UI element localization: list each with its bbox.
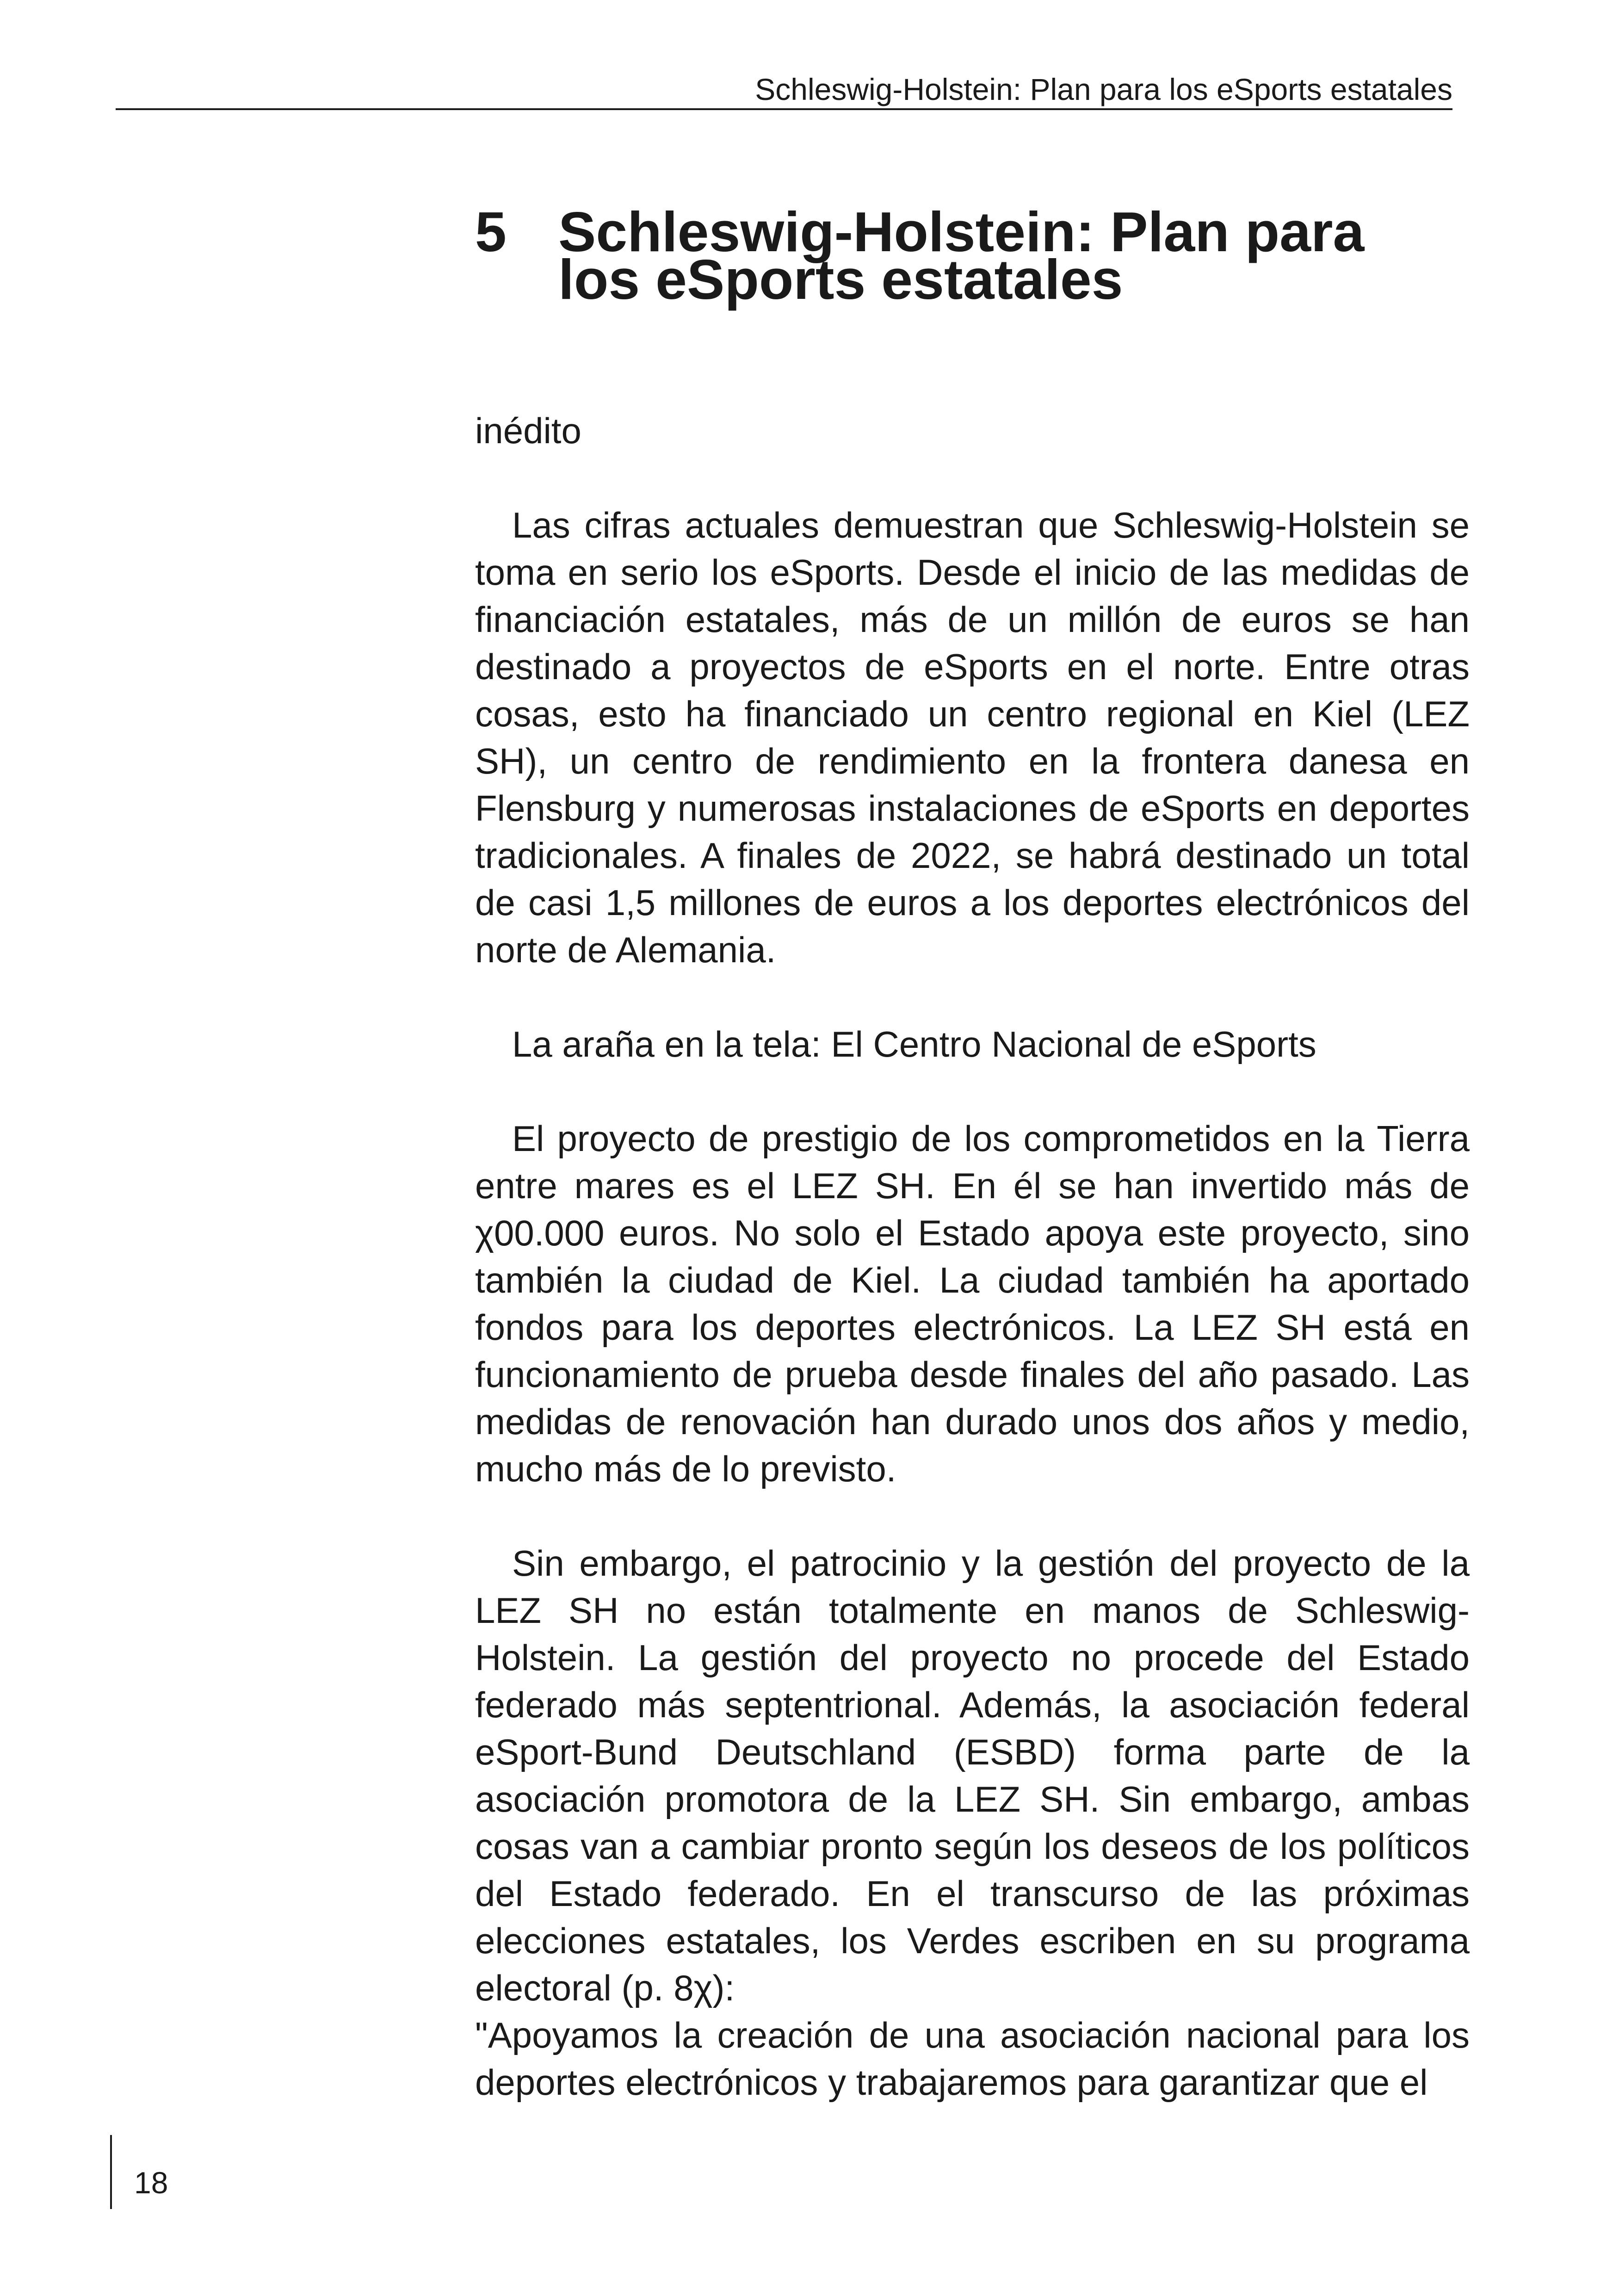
page-number-rule xyxy=(110,2135,112,2209)
paragraph-2: El proyecto de prestigio de los comprometidos en la Tierra entre mares es el LEZ SH. En él se han invertido más de χ00.000 euros. No solo el Estado apoya este proyecto, sino también la ciudad de Kiel. La ciudad también ha aportado fondos para los deportes electrónicos. La LEZ SH está en funcionamiento de prueba desde finales del año pasado. Las medidas de renovación han durado unos dos años y medio, mucho más de lo previsto. xyxy=(475,1118,1470,1489)
quote-paragraph: "Apoyamos la creación de una asociación nacional para los deportes electrónicos y trabajaremos para garantizar que el xyxy=(475,2015,1470,2103)
page-number: 18 xyxy=(134,2166,168,2200)
running-header-title: Schleswig-Holstein: Plan para los eSports estatales xyxy=(755,72,1452,106)
paragraph-3: Sin embargo, el patrocinio y la gestión del proyecto de la LEZ SH no están totalmente en manos de Schleswig-Holstein. La gestión del proyecto no procede del Estado federado más septentrional. Además, la asociación federal eSport-Bund Deutschland (ESBD) forma parte de la asociación promotora de la LEZ SH. Sin embargo, ambas cosas van a cambiar pronto según los deseos de los políticos del Estado federado. En el transcurso de las próximas elecciones estatales, los Verdes escriben en su programa electoral (p. 8χ): xyxy=(475,1543,1470,2008)
section-subheading: La araña en la tela: El Centro Nacional de eSports xyxy=(512,1024,1316,1064)
chapter-title: Schleswig-Holstein: Plan para los eSports estatales xyxy=(558,200,1365,311)
running-header xyxy=(116,69,1452,110)
paragraph-1: Las cifras actuales demuestran que Schleswig-Holstein se toma en serio los eSports. Desde el inicio de las medidas de financiación estatales, más de un millón de euros se han destinado a proyectos de eSports en el norte. Entre otras cosas, esto ha financiado un centro regional en Kiel (LEZ SH), un centro de rendimiento en la frontera danesa en Flensburg y numerosas instalaciones de eSports en deportes tradicionales. A finales de 2022, se habrá destinado un total de casi 1,5 millones de euros a los deportes electrónicos del norte de Alemania. xyxy=(475,505,1470,970)
chapter-number: 5 xyxy=(475,200,507,263)
status-note: inédito xyxy=(475,410,581,451)
body-text xyxy=(475,407,1470,2106)
